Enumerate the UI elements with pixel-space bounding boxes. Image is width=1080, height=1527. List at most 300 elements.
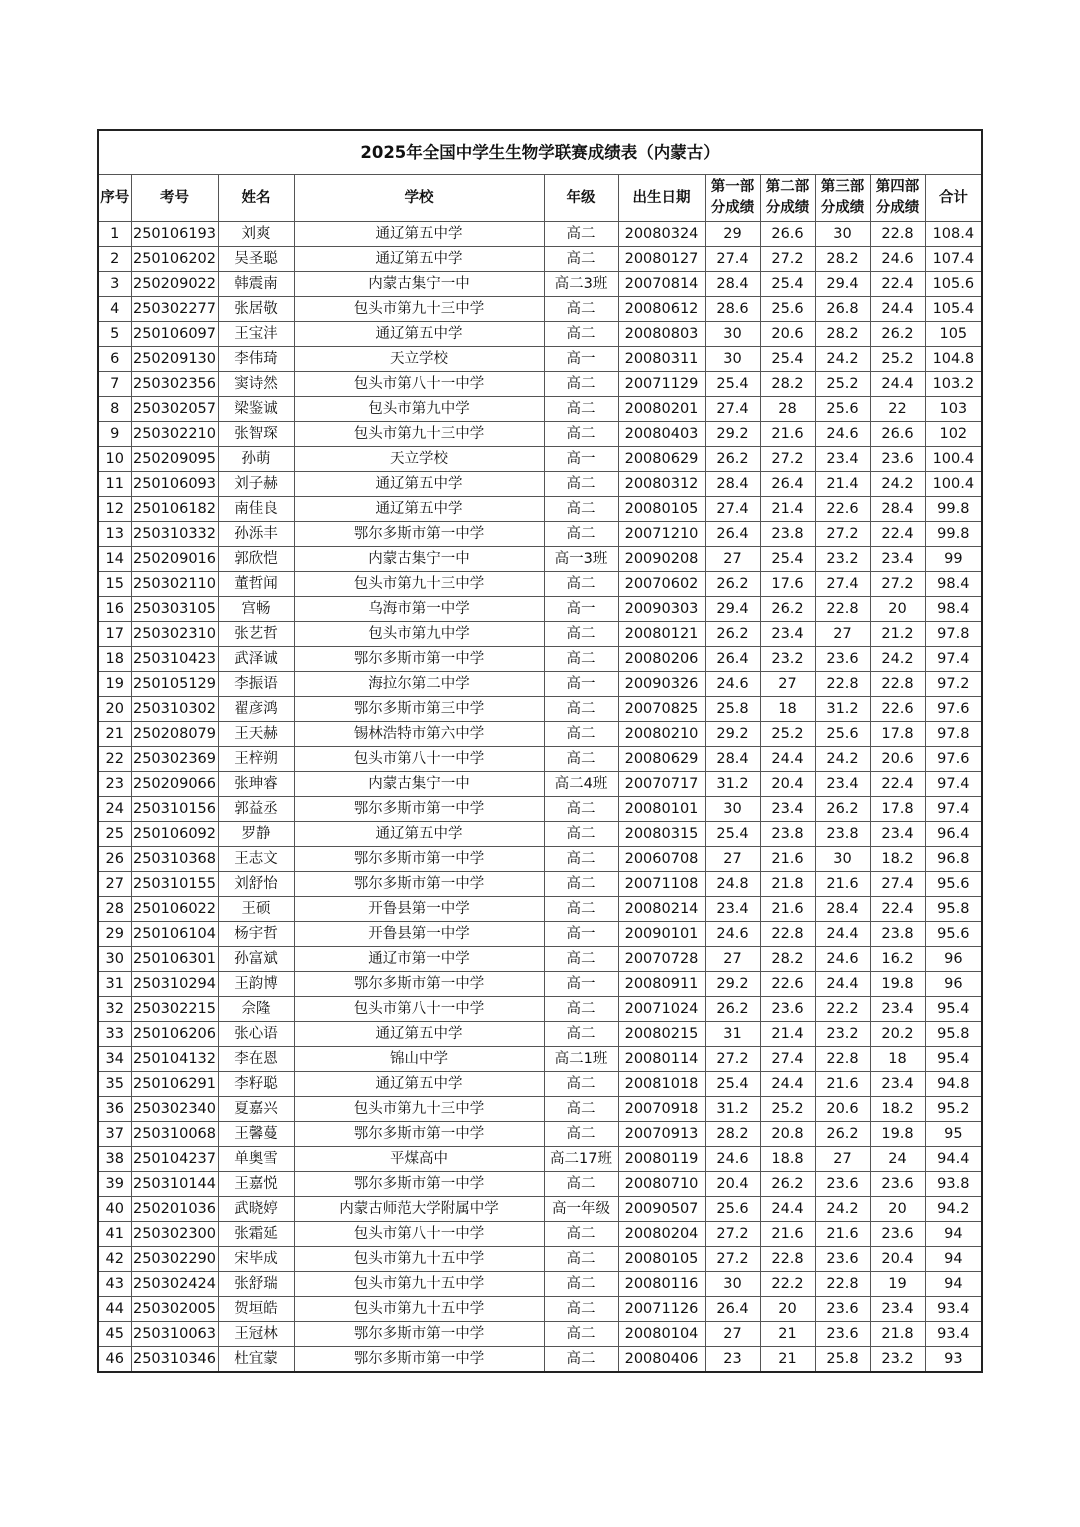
cell-birth-date: 20071024: [618, 997, 705, 1022]
cell-part3: 28.4: [815, 897, 870, 922]
cell-birth-date: 20080214: [618, 897, 705, 922]
cell-part2: 26.2: [760, 597, 815, 622]
cell-index: 12: [98, 497, 131, 522]
cell-exam-id: 250106104: [131, 922, 218, 947]
cell-part1: 27: [705, 1322, 760, 1347]
cell-part4: 20.2: [870, 1022, 925, 1047]
cell-part2: 21.6: [760, 1222, 815, 1247]
cell-birth-date: 20070602: [618, 572, 705, 597]
cell-part3: 21.6: [815, 872, 870, 897]
cell-school: 鄂尔多斯市第一中学: [294, 872, 544, 897]
cell-part1: 27: [705, 847, 760, 872]
cell-part3: 22.2: [815, 997, 870, 1022]
cell-total: 95.4: [925, 1047, 982, 1072]
cell-school: 内蒙古集宁一中: [294, 547, 544, 572]
cell-birth-date: 20080105: [618, 1247, 705, 1272]
cell-part1: 26.2: [705, 572, 760, 597]
cell-school: 鄂尔多斯市第一中学: [294, 1122, 544, 1147]
cell-part4: 26.6: [870, 422, 925, 447]
cell-birth-date: 20080127: [618, 247, 705, 272]
cell-index: 45: [98, 1322, 131, 1347]
cell-name: 张智琛: [218, 422, 294, 447]
cell-birth-date: 20070825: [618, 697, 705, 722]
cell-grade: 高二: [544, 522, 618, 547]
cell-part1: 26.2: [705, 622, 760, 647]
cell-birth-date: 20080206: [618, 647, 705, 672]
cell-exam-id: 250302369: [131, 747, 218, 772]
cell-part2: 25.4: [760, 347, 815, 372]
cell-part3: 23.6: [815, 1172, 870, 1197]
cell-total: 97.6: [925, 747, 982, 772]
cell-birth-date: 20080315: [618, 822, 705, 847]
cell-index: 19: [98, 672, 131, 697]
cell-name: 李振语: [218, 672, 294, 697]
cell-part2: 28.2: [760, 947, 815, 972]
cell-grade: 高二4班: [544, 772, 618, 797]
cell-part3: 24.2: [815, 347, 870, 372]
cell-part2: 21: [760, 1322, 815, 1347]
cell-part1: 25.6: [705, 1197, 760, 1222]
cell-school: 平煤高中: [294, 1147, 544, 1172]
table-row: [98, 1122, 982, 1147]
cell-part1: 26.4: [705, 647, 760, 672]
cell-part4: 23.6: [870, 1222, 925, 1247]
cell-exam-id: 250104132: [131, 1047, 218, 1072]
table-row: [98, 1172, 982, 1197]
cell-school: 开鲁县第一中学: [294, 897, 544, 922]
cell-part1: 29: [705, 222, 760, 247]
cell-part2: 21.6: [760, 897, 815, 922]
cell-grade: 高一: [544, 672, 618, 697]
cell-grade: 高二: [544, 797, 618, 822]
cell-part1: 28.4: [705, 272, 760, 297]
cell-name: 李籽聪: [218, 1072, 294, 1097]
header-row: [98, 175, 982, 222]
table-row: [98, 1022, 982, 1047]
table-row: [98, 572, 982, 597]
cell-index: 39: [98, 1172, 131, 1197]
cell-part4: 24.6: [870, 247, 925, 272]
cell-part2: 22.2: [760, 1272, 815, 1297]
cell-part2: 22.6: [760, 972, 815, 997]
cell-school: 鄂尔多斯市第一中学: [294, 1347, 544, 1373]
cell-part4: 23.4: [870, 997, 925, 1022]
cell-total: 105.6: [925, 272, 982, 297]
cell-part2: 21.6: [760, 422, 815, 447]
cell-part1: 23: [705, 1347, 760, 1373]
cell-part4: 22.6: [870, 697, 925, 722]
table-row: [98, 247, 982, 272]
cell-index: 37: [98, 1122, 131, 1147]
cell-grade: 高二: [544, 572, 618, 597]
cell-exam-id: 250209130: [131, 347, 218, 372]
cell-birth-date: 20080204: [618, 1222, 705, 1247]
cell-part1: 30: [705, 1272, 760, 1297]
cell-part4: 22.8: [870, 672, 925, 697]
cell-part3: 30: [815, 222, 870, 247]
cell-total: 99.8: [925, 522, 982, 547]
cell-school: 包头市第九十三中学: [294, 572, 544, 597]
cell-grade: 高二: [544, 847, 618, 872]
cell-part2: 20.8: [760, 1122, 815, 1147]
table-row: [98, 472, 982, 497]
cell-index: 8: [98, 397, 131, 422]
cell-index: 11: [98, 472, 131, 497]
cell-school: 包头市第九中学: [294, 397, 544, 422]
cell-part1: 26.2: [705, 447, 760, 472]
cell-part1: 31: [705, 1022, 760, 1047]
cell-total: 95.4: [925, 997, 982, 1022]
cell-part2: 24.4: [760, 1072, 815, 1097]
cell-part1: 26.4: [705, 1297, 760, 1322]
cell-index: 32: [98, 997, 131, 1022]
cell-part3: 22.8: [815, 1272, 870, 1297]
cell-part1: 27.4: [705, 497, 760, 522]
cell-exam-id: 250310368: [131, 847, 218, 872]
cell-exam-id: 250209066: [131, 772, 218, 797]
cell-index: 3: [98, 272, 131, 297]
cell-part3: 21.6: [815, 1072, 870, 1097]
cell-part3: 24.2: [815, 747, 870, 772]
cell-part2: 22.8: [760, 1247, 815, 1272]
header-school: 学校: [294, 175, 544, 222]
cell-exam-id: 250310346: [131, 1347, 218, 1373]
cell-total: 98.4: [925, 572, 982, 597]
cell-exam-id: 250302057: [131, 397, 218, 422]
cell-part1: 27.2: [705, 1247, 760, 1272]
cell-school: 鄂尔多斯市第一中学: [294, 1322, 544, 1347]
cell-school: 通辽第五中学: [294, 322, 544, 347]
cell-part2: 20: [760, 1297, 815, 1322]
cell-grade: 高二: [544, 222, 618, 247]
cell-part3: 31.2: [815, 697, 870, 722]
header-part3: [815, 175, 870, 222]
cell-part2: 23.4: [760, 797, 815, 822]
table-row: [98, 997, 982, 1022]
cell-exam-id: 250310063: [131, 1322, 218, 1347]
cell-grade: 高二: [544, 1222, 618, 1247]
header-part2-line2: 分成绩: [765, 200, 810, 216]
cell-grade: 高一: [544, 922, 618, 947]
cell-school: 内蒙古师范大学附属中学: [294, 1197, 544, 1222]
cell-school: 包头市第九十三中学: [294, 297, 544, 322]
cell-exam-id: 250106097: [131, 322, 218, 347]
cell-index: 35: [98, 1072, 131, 1097]
cell-part3: 26.2: [815, 797, 870, 822]
cell-grade: 高二: [544, 647, 618, 672]
table-row: [98, 397, 982, 422]
cell-part2: 22.8: [760, 922, 815, 947]
cell-part4: 23.6: [870, 447, 925, 472]
cell-part4: 18: [870, 1047, 925, 1072]
cell-birth-date: 20081018: [618, 1072, 705, 1097]
cell-total: 97.2: [925, 672, 982, 697]
score-table: [97, 129, 983, 1373]
cell-exam-id: 250106182: [131, 497, 218, 522]
cell-exam-id: 250310144: [131, 1172, 218, 1197]
table-row: [98, 897, 982, 922]
cell-birth-date: 20080311: [618, 347, 705, 372]
cell-total: 94: [925, 1247, 982, 1272]
cell-part4: 28.4: [870, 497, 925, 522]
cell-part3: 28.2: [815, 322, 870, 347]
cell-name: 夏嘉兴: [218, 1097, 294, 1122]
table-row: [98, 497, 982, 522]
cell-part2: 17.6: [760, 572, 815, 597]
cell-grade: 高二: [544, 1247, 618, 1272]
cell-school: 锦山中学: [294, 1047, 544, 1072]
cell-name: 孙萌: [218, 447, 294, 472]
cell-birth-date: 20080104: [618, 1322, 705, 1347]
cell-part4: 18.2: [870, 1097, 925, 1122]
cell-part1: 29.2: [705, 422, 760, 447]
cell-name: 王梓朔: [218, 747, 294, 772]
cell-index: 38: [98, 1147, 131, 1172]
cell-grade: 高二: [544, 897, 618, 922]
header-part2: [760, 175, 815, 222]
cell-part2: 25.4: [760, 272, 815, 297]
cell-name: 杨宇哲: [218, 922, 294, 947]
cell-school: 包头市第八十一中学: [294, 1222, 544, 1247]
cell-total: 97.6: [925, 697, 982, 722]
cell-name: 杜宜蒙: [218, 1347, 294, 1373]
cell-name: 梁鉴诚: [218, 397, 294, 422]
cell-birth-date: 20080403: [618, 422, 705, 447]
cell-name: 王嘉悦: [218, 1172, 294, 1197]
cell-school: 包头市第九十五中学: [294, 1247, 544, 1272]
cell-birth-date: 20071129: [618, 372, 705, 397]
table-row: [98, 372, 982, 397]
cell-part3: 23.4: [815, 772, 870, 797]
cell-part2: 23.6: [760, 997, 815, 1022]
cell-name: 吴圣聪: [218, 247, 294, 272]
cell-birth-date: 20060708: [618, 847, 705, 872]
cell-name: 董哲闻: [218, 572, 294, 597]
cell-index: 34: [98, 1047, 131, 1072]
cell-part4: 23.2: [870, 1347, 925, 1373]
cell-name: 张霜延: [218, 1222, 294, 1247]
cell-part3: 29.4: [815, 272, 870, 297]
header-part4-line2: 分成绩: [875, 200, 920, 216]
table-row: [98, 822, 982, 847]
cell-index: 14: [98, 547, 131, 572]
cell-part2: 20.6: [760, 322, 815, 347]
cell-part3: 25.6: [815, 722, 870, 747]
cell-exam-id: 250208079: [131, 722, 218, 747]
cell-part4: 16.2: [870, 947, 925, 972]
table-row: [98, 772, 982, 797]
table-title: 2025年全国中学生生物学联赛成绩表（内蒙古）: [98, 130, 982, 175]
cell-part2: 25.4: [760, 547, 815, 572]
cell-grade: 高二: [544, 722, 618, 747]
cell-part2: 24.4: [760, 747, 815, 772]
table-row: [98, 697, 982, 722]
cell-part3: 23.2: [815, 1022, 870, 1047]
cell-birth-date: 20070717: [618, 772, 705, 797]
score-sheet: [97, 129, 981, 1373]
cell-part4: 18.2: [870, 847, 925, 872]
cell-grade: 高二: [544, 247, 618, 272]
cell-birth-date: 20090303: [618, 597, 705, 622]
cell-index: 42: [98, 1247, 131, 1272]
cell-birth-date: 20080324: [618, 222, 705, 247]
cell-part2: 26.6: [760, 222, 815, 247]
cell-total: 93.8: [925, 1172, 982, 1197]
cell-name: 孙富斌: [218, 947, 294, 972]
cell-total: 108.4: [925, 222, 982, 247]
cell-part2: 21.4: [760, 497, 815, 522]
cell-school: 通辽第五中学: [294, 1022, 544, 1047]
cell-name: 罗静: [218, 822, 294, 847]
cell-part3: 24.4: [815, 972, 870, 997]
cell-part3: 27: [815, 1147, 870, 1172]
cell-total: 103: [925, 397, 982, 422]
cell-birth-date: 20090101: [618, 922, 705, 947]
cell-school: 鄂尔多斯市第一中学: [294, 847, 544, 872]
cell-name: 张艺哲: [218, 622, 294, 647]
cell-exam-id: 250105129: [131, 672, 218, 697]
cell-grade: 高二17班: [544, 1147, 618, 1172]
cell-index: 1: [98, 222, 131, 247]
cell-birth-date: 20090326: [618, 672, 705, 697]
cell-part1: 27: [705, 947, 760, 972]
cell-part1: 30: [705, 322, 760, 347]
cell-index: 31: [98, 972, 131, 997]
cell-part2: 27: [760, 672, 815, 697]
cell-part2: 18.8: [760, 1147, 815, 1172]
cell-total: 99: [925, 547, 982, 572]
cell-part1: 24.6: [705, 672, 760, 697]
cell-name: 王馨蔓: [218, 1122, 294, 1147]
cell-part3: 25.2: [815, 372, 870, 397]
cell-birth-date: 20080911: [618, 972, 705, 997]
cell-school: 包头市第八十一中学: [294, 372, 544, 397]
cell-total: 105.4: [925, 297, 982, 322]
cell-grade: 高二: [544, 622, 618, 647]
cell-birth-date: 20080116: [618, 1272, 705, 1297]
cell-part4: 22.4: [870, 897, 925, 922]
cell-total: 93: [925, 1347, 982, 1373]
cell-name: 武泽诚: [218, 647, 294, 672]
cell-school: 通辽第五中学: [294, 472, 544, 497]
cell-total: 95.8: [925, 897, 982, 922]
cell-exam-id: 250302277: [131, 297, 218, 322]
cell-school: 包头市第九十五中学: [294, 1272, 544, 1297]
cell-part3: 23.6: [815, 1322, 870, 1347]
cell-part2: 21: [760, 1347, 815, 1373]
cell-exam-id: 250106202: [131, 247, 218, 272]
cell-name: 郭益丞: [218, 797, 294, 822]
cell-total: 96.4: [925, 822, 982, 847]
cell-grade: 高二: [544, 422, 618, 447]
cell-name: 王志文: [218, 847, 294, 872]
cell-grade: 高二: [544, 997, 618, 1022]
cell-part3: 27.2: [815, 522, 870, 547]
cell-name: 宫畅: [218, 597, 294, 622]
table-row: [98, 947, 982, 972]
table-row: [98, 1197, 982, 1222]
cell-total: 95: [925, 1122, 982, 1147]
cell-school: 包头市第九中学: [294, 622, 544, 647]
cell-part1: 23.4: [705, 897, 760, 922]
cell-total: 95.2: [925, 1097, 982, 1122]
cell-index: 17: [98, 622, 131, 647]
cell-exam-id: 250302356: [131, 372, 218, 397]
cell-birth-date: 20080629: [618, 447, 705, 472]
cell-grade: 高二1班: [544, 1047, 618, 1072]
cell-part4: 24.4: [870, 372, 925, 397]
cell-total: 97.8: [925, 622, 982, 647]
cell-school: 通辽市第一中学: [294, 947, 544, 972]
cell-part4: 23.4: [870, 1297, 925, 1322]
cell-grade: 高二3班: [544, 272, 618, 297]
cell-part4: 23.4: [870, 822, 925, 847]
cell-index: 15: [98, 572, 131, 597]
cell-total: 95.6: [925, 872, 982, 897]
cell-exam-id: 250310332: [131, 522, 218, 547]
cell-part1: 25.8: [705, 697, 760, 722]
cell-index: 20: [98, 697, 131, 722]
cell-grade: 高二: [544, 1072, 618, 1097]
cell-part3: 22.8: [815, 1047, 870, 1072]
cell-exam-id: 250106092: [131, 822, 218, 847]
table-row: [98, 272, 982, 297]
cell-birth-date: 20071126: [618, 1297, 705, 1322]
cell-name: 佘隆: [218, 997, 294, 1022]
cell-index: 27: [98, 872, 131, 897]
cell-total: 107.4: [925, 247, 982, 272]
table-row: [98, 1147, 982, 1172]
cell-name: 宋毕成: [218, 1247, 294, 1272]
header-part3-line2: 分成绩: [820, 200, 865, 216]
header-name: 姓名: [218, 175, 294, 222]
cell-index: 22: [98, 747, 131, 772]
cell-birth-date: 20080121: [618, 622, 705, 647]
cell-part3: 30: [815, 847, 870, 872]
cell-total: 104.8: [925, 347, 982, 372]
cell-birth-date: 20071210: [618, 522, 705, 547]
cell-index: 30: [98, 947, 131, 972]
cell-birth-date: 20080201: [618, 397, 705, 422]
cell-exam-id: 250104237: [131, 1147, 218, 1172]
header-index: 序号: [98, 175, 131, 222]
cell-index: 13: [98, 522, 131, 547]
table-row: [98, 1322, 982, 1347]
cell-part1: 30: [705, 347, 760, 372]
cell-part2: 21.8: [760, 872, 815, 897]
cell-name: 单奥雪: [218, 1147, 294, 1172]
cell-total: 93.4: [925, 1297, 982, 1322]
cell-part2: 25.2: [760, 722, 815, 747]
cell-birth-date: 20080710: [618, 1172, 705, 1197]
cell-school: 包头市第八十一中学: [294, 747, 544, 772]
cell-part4: 22.4: [870, 272, 925, 297]
cell-school: 通辽第五中学: [294, 247, 544, 272]
cell-index: 21: [98, 722, 131, 747]
title-row: [98, 130, 982, 175]
table-row: [98, 722, 982, 747]
cell-part1: 24.6: [705, 922, 760, 947]
cell-school: 鄂尔多斯市第一中学: [294, 647, 544, 672]
cell-part4: 17.8: [870, 797, 925, 822]
cell-name: 郭欣恺: [218, 547, 294, 572]
cell-birth-date: 20070913: [618, 1122, 705, 1147]
table-row: [98, 1297, 982, 1322]
cell-exam-id: 250310294: [131, 972, 218, 997]
cell-grade: 高二: [544, 297, 618, 322]
cell-grade: 高一: [544, 597, 618, 622]
cell-part3: 27: [815, 622, 870, 647]
